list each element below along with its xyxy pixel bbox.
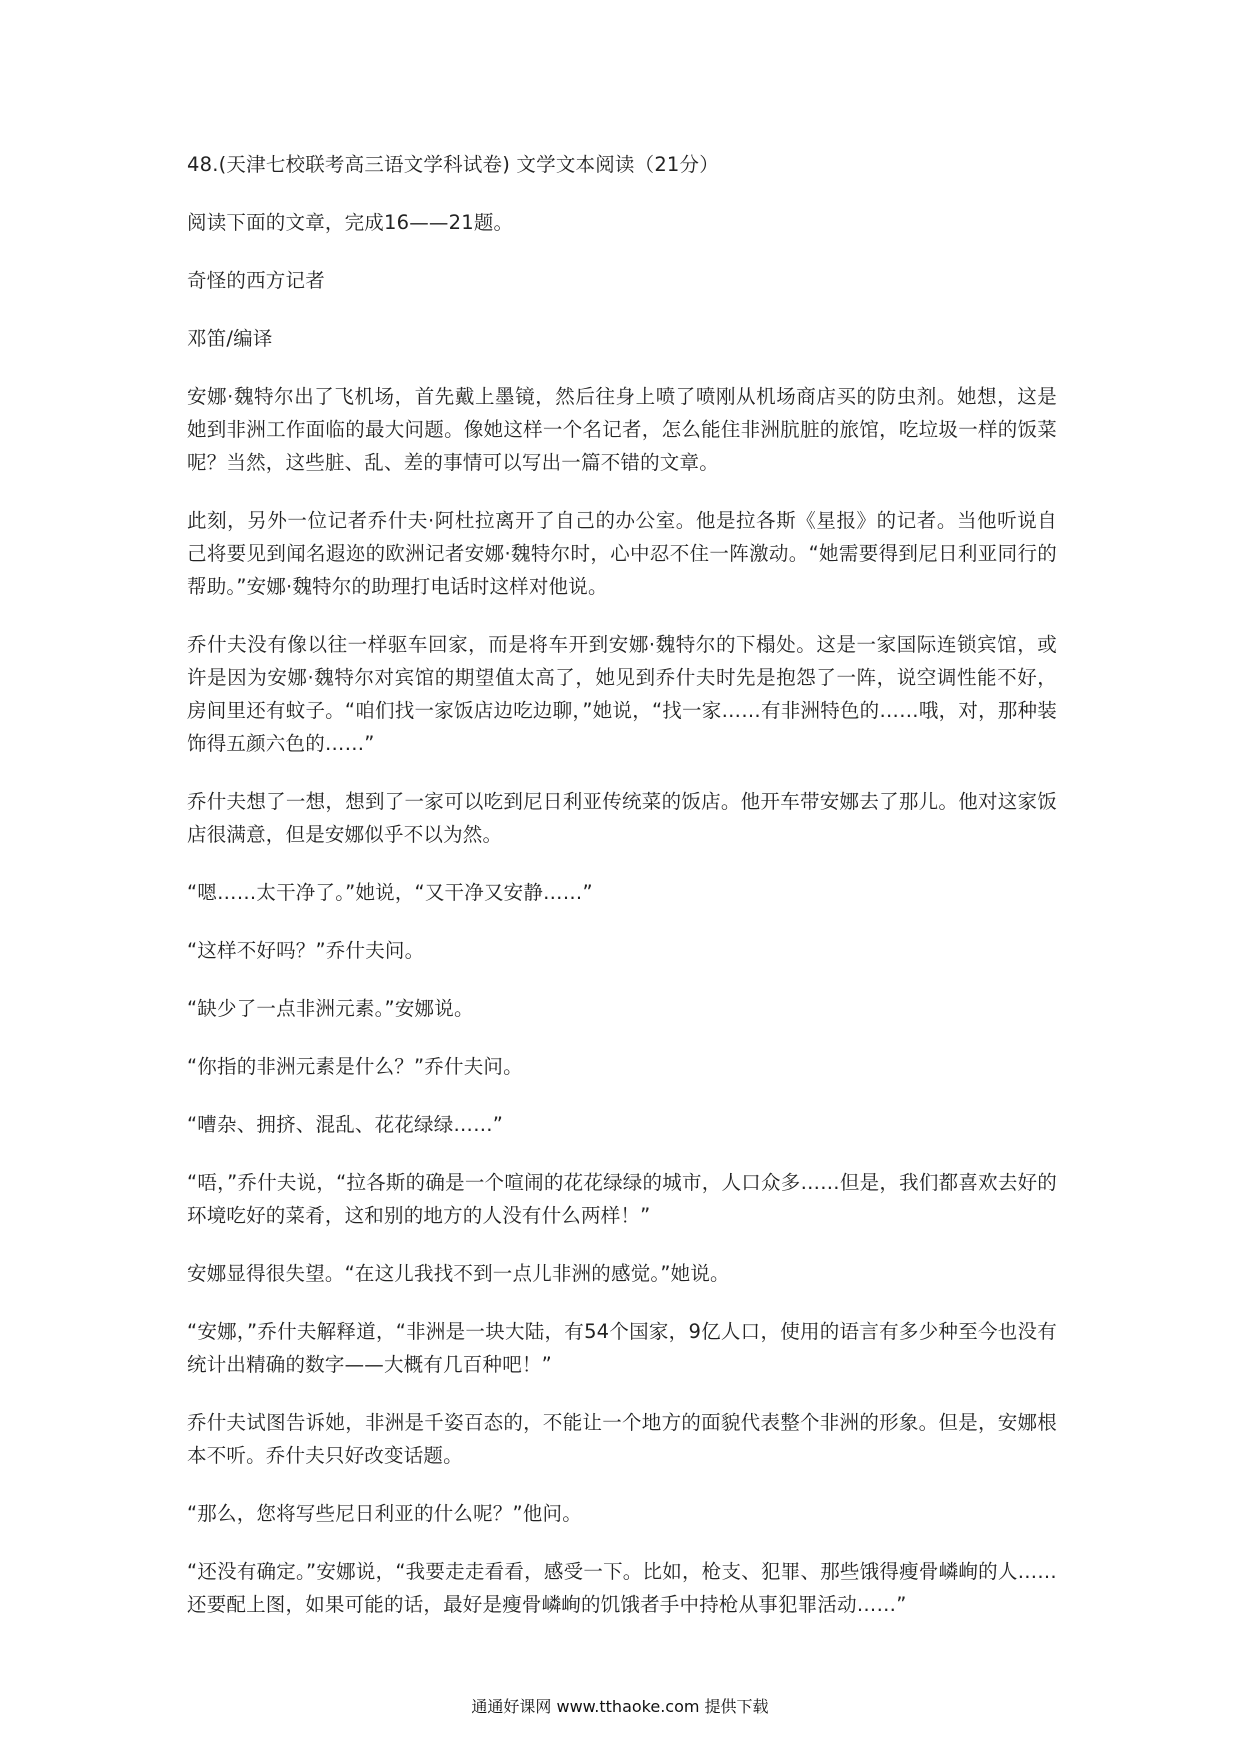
- article-title: 奇怪的西方记者: [187, 269, 325, 292]
- page-footer: 通通好课网 www.tthaoke.com 提供下载: [471, 1697, 769, 1716]
- paragraph-3: 乔什夫没有像以往一样驱车回家，而是将车开到安娜·魏特尔的下榻处。这是一家国际连锁宾馆，或许是因为安娜·魏特尔对宾馆的期望值太高了，她见到乔什夫时先是抱怨了一阵，说空调性能不好，房间里还有蚊子。“咱们找一家饭店边吃边聊，”她说，“找一家……有非洲特色的……哦，对，那种装饰得五颜六色的……”: [187, 633, 1057, 755]
- paragraph-9: “嘈杂、拥挤、混乱、花花绿绿……”: [187, 1113, 504, 1136]
- paragraph-14: “那么，您将写些尼日利亚的什么呢？”他问。: [187, 1502, 582, 1525]
- instruction-text: 阅读下面的文章，完成16——21题。: [187, 211, 514, 234]
- question-heading: 48.(天津七校联考高三语文学科试卷) 文学文本阅读（21分）: [187, 153, 719, 176]
- paragraph-4: 乔什夫想了一想，想到了一家可以吃到尼日利亚传统菜的饭店。他开车带安娜去了那儿。他对这家饭店很满意，但是安娜似乎不以为然。: [187, 790, 1057, 846]
- paragraph-1: 安娜·魏特尔出了飞机场，首先戴上墨镜，然后往身上喷了喷刚从机场商店买的防虫剂。她想，这是她到非洲工作面临的最大问题。像她这样一个名记者，怎么能住非洲肮脏的旅馆，吃垃圾一样的饭菜呢？当然，这些脏、乱、差的事情可以写出一篇不错的文章。: [187, 385, 1057, 474]
- article-author: 邓笛/编译: [187, 327, 273, 350]
- paragraph-2: 此刻，另外一位记者乔什夫·阿杜拉离开了自己的办公室。他是拉各斯《星报》的记者。当他听说自己将要见到闻名遐迩的欧洲记者安娜·魏特尔时，心中忍不住一阵激动。“她需要得到尼日利亚同行的帮助。”安娜·魏特尔的助理打电话时这样对他说。: [187, 509, 1057, 598]
- paragraph-13: 乔什夫试图告诉她，非洲是千姿百态的，不能让一个地方的面貌代表整个非洲的形象。但是，安娜根本不听。乔什夫只好改变话题。: [187, 1411, 1057, 1467]
- paragraph-15: “还没有确定。”安娜说，“我要走走看看，感受一下。比如，枪支、犯罪、那些饿得瘦骨嶙峋的人……还要配上图，如果可能的话，最好是瘦骨嶙峋的饥饿者手中持枪从事犯罪活动……”: [187, 1560, 1057, 1616]
- paragraph-12: “安娜，”乔什夫解释道，“非洲是一块大陆，有54个国家，9亿人口，使用的语言有多少种至今也没有统计出精确的数字——大概有几百种吧！”: [187, 1320, 1057, 1376]
- paragraph-5: “嗯……太干净了。”她说，“又干净又安静……”: [187, 881, 593, 904]
- document-page: [187, 148, 1057, 1646]
- paragraph-11: 安娜显得很失望。“在这儿我找不到一点儿非洲的感觉。”她说。: [187, 1262, 730, 1285]
- paragraph-7: “缺少了一点非洲元素。”安娜说。: [187, 997, 474, 1020]
- paragraph-8: “你指的非洲元素是什么？”乔什夫问。: [187, 1055, 523, 1078]
- paragraph-10: “唔，”乔什夫说，“拉各斯的确是一个喧闹的花花绿绿的城市，人口众多……但是，我们都喜欢去好的环境吃好的菜肴，这和别的地方的人没有什么两样！”: [187, 1171, 1057, 1227]
- paragraph-6: “这样不好吗？”乔什夫问。: [187, 939, 425, 962]
